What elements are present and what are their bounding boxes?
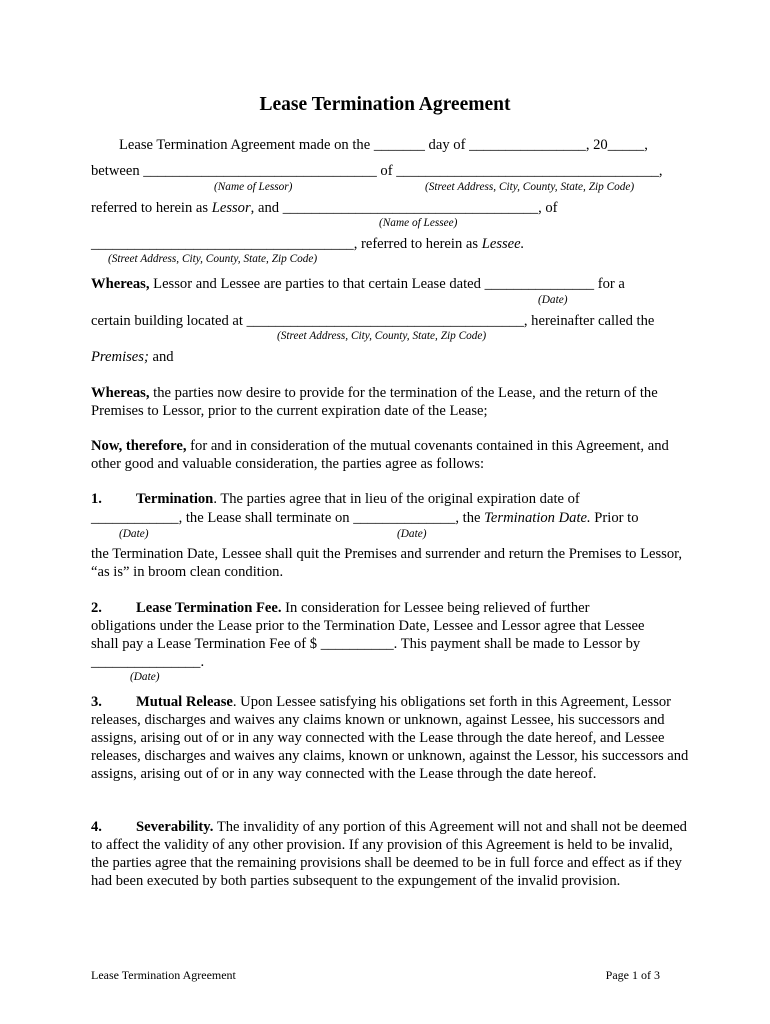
section-3-heading: Mutual Release [136, 694, 233, 710]
label-name-of-lessee: (Name of Lessee) [379, 217, 458, 229]
intro-line-1: Lease Termination Agreement made on the _______ day of ________________, 20_____, [119, 137, 648, 153]
whereas-2-text: the parties now desire to provide for the termination of the Lease, and the return of the Premises to Lessor, prior to the current expiration date of the Lease; [91, 385, 658, 419]
intro-between-line: between ________________________________ of ____________________________________, [91, 163, 663, 179]
section-4-number: 4. [91, 819, 102, 835]
section-4-paragraph [91, 818, 691, 890]
label-lessor-address: (Street Address, City, County, State, Zip Code) [425, 181, 635, 193]
section-1-text: . The parties agree that in lieu of the original expiration date of [213, 491, 580, 507]
label-name-of-lessor: (Name of Lessor) [214, 181, 293, 193]
whereas-2-paragraph [91, 384, 691, 420]
section-2-heading: Lease Termination Fee. [136, 600, 282, 616]
whereas-1-text: Lessor and Lessee are parties to that certain Lease dated _______________ for a [149, 276, 625, 292]
section-2-line-3: shall pay a Lease Termination Fee of $ __________. This payment shall be made to Lessor by [91, 636, 641, 652]
section-1-number: 1. [91, 491, 102, 507]
lessor-term: Lessor [211, 200, 251, 216]
referred-text: referred to herein as [91, 200, 212, 216]
label-original-date: (Date) [119, 528, 149, 540]
section-1-heading: Termination [136, 491, 214, 507]
now-therefore-text: for and in consideration of the mutual covenants contained in this Agreement, and other good and valuable consideration, the parties agree as follows: [91, 438, 669, 472]
label-termination-date: (Date) [397, 528, 427, 540]
label-payment-date: (Date) [130, 671, 160, 683]
label-lessee-address: (Street Address, City, County, State, Zip Code) [108, 253, 318, 265]
page-number: Page 1 of 3 [605, 968, 660, 982]
section-2-line-1 [91, 599, 590, 617]
section-1-prior-to: Prior to [590, 510, 639, 526]
whereas-1-bold: Whereas, [91, 276, 150, 292]
section-3-number: 3. [91, 694, 102, 710]
whereas-2-bold: Whereas, [91, 385, 150, 401]
whereas-1-line-2: certain building located at ______________________________________, hereinafter called the [91, 313, 655, 329]
intro-lessee-line [91, 235, 524, 253]
section-1-line-1 [91, 490, 580, 508]
section-1-rest: the Termination Date, Lessee shall quit the Premises and surrender and return the Premises to Lessor, “as is” in broom clean condition. [91, 546, 683, 580]
section-2-line-4: _______________. [91, 654, 205, 670]
intro-referred-line [91, 199, 558, 217]
and-text: and [148, 349, 174, 365]
section-1-line-2-text: ____________, the Lease shall terminate on ______________, the [91, 510, 485, 526]
section-2-number: 2. [91, 600, 102, 616]
termination-date-term: Termination Date. [484, 510, 591, 526]
whereas-1-line-1 [91, 275, 625, 293]
lessee-line-text: ____________________________________, referred to herein as [91, 236, 482, 252]
label-building-address: (Street Address, City, County, State, Zip Code) [277, 330, 487, 342]
section-4-heading: Severability. [136, 819, 214, 835]
label-lease-date: (Date) [538, 294, 568, 306]
section-2-text: In consideration for Lessee being relieved of further [281, 600, 590, 616]
page-title: Lease Termination Agreement [259, 94, 511, 115]
lessee-term: Lessee. [481, 236, 525, 252]
referred-text-2: , and ___________________________________, of [250, 200, 558, 216]
section-4-text: The invalidity of any portion of this Agreement will not and shall not be deemed to affect the validity of any other provision. If any provision of this Agreement is held to be invalid, the parties agree that the remaining provisions shall be deemed to be in full force and effect as if they had been executed by both parties subsequent to the expungement of the invalid provision. [91, 819, 687, 889]
section-1-line-2 [91, 509, 639, 527]
now-therefore-paragraph [91, 437, 691, 473]
now-therefore-bold: Now, therefore, [91, 438, 187, 454]
section-3-text: . Upon Lessee satisfying his obligations set forth in this Agreement, Lessor releases, discharges and waives any claims known or unknown, against Lessee, his successors and assigns, arising out of or in any way connected with the Lease through the date hereof, and Lessee releases, discharges and waives any claims, known or unknown, against the Lessor, his successors and assigns, arising out of or in any way connected with the Lease through the date hereof. [91, 694, 689, 782]
footer-title: Lease Termination Agreement [91, 968, 236, 982]
section-2-line-2: obligations under the Lease prior to the Termination Date, Lessee and Lessor agree that Lessee [91, 618, 645, 634]
premises-term: Premises; [91, 349, 149, 365]
section-3-paragraph [91, 693, 691, 783]
whereas-1-line-3 [91, 348, 174, 366]
